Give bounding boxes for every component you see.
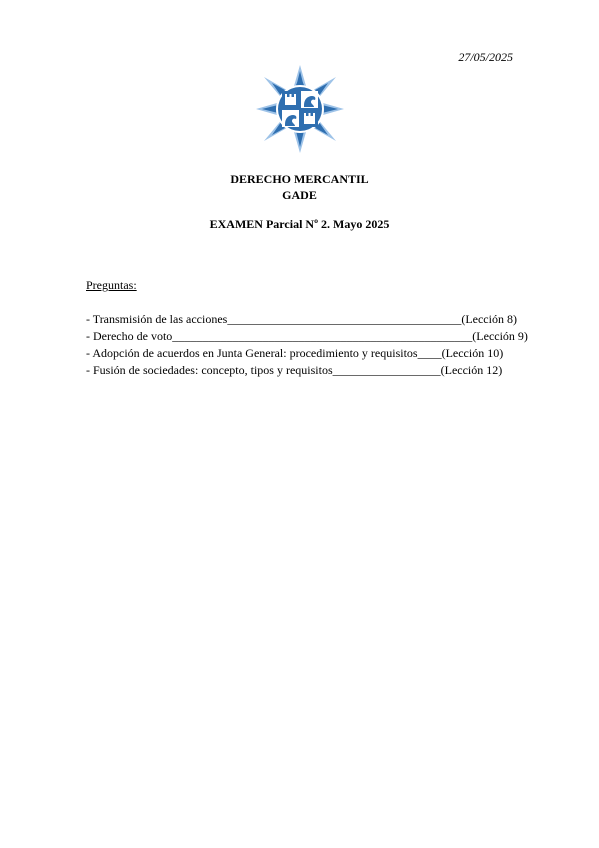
question-item: - Adopción de acuerdos en Junta General: procedimiento y requisitos____(Lección 10) [86, 346, 504, 360]
exam-title: EXAMEN Parcial Nº 2. Mayo 2025 [209, 217, 390, 231]
degree-title: GADE [282, 188, 317, 202]
question-item: - Derecho de voto__________________________________________________(Lección 9) [86, 329, 528, 343]
question-list [86, 311, 528, 379]
university-shield-logo-icon [254, 63, 346, 155]
question-item: - Transmisión de las acciones_______________________________________(Lección 8) [86, 312, 517, 326]
course-title: DERECHO MERCANTIL [230, 172, 369, 186]
questions-header: Preguntas: [86, 278, 137, 292]
exam-date: 27/05/2025 [458, 50, 513, 64]
question-item: - Fusión de sociedades: concepto, tipos y requisitos__________________(Lección 12) [86, 363, 503, 377]
